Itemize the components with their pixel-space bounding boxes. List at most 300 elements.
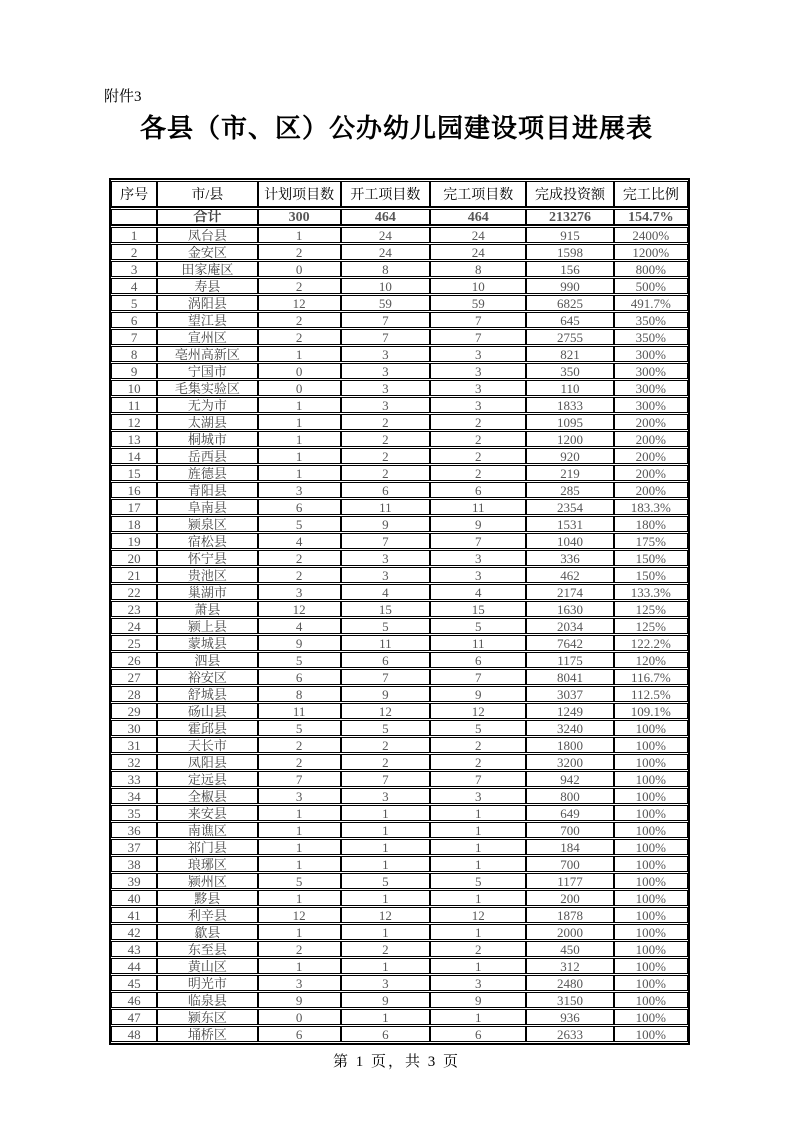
table-row: [111, 499, 688, 515]
cell-investment: 3150: [526, 992, 613, 1008]
cell-investment: 942: [526, 771, 613, 787]
cell-name: 怀宁县: [157, 550, 257, 566]
cell-seq: 14: [111, 448, 157, 464]
cell-completed: 2: [430, 737, 526, 753]
cell-ratio: 100%: [614, 720, 688, 736]
cell-seq: 42: [111, 924, 157, 940]
cell-planned: 2: [258, 244, 341, 260]
cell-seq: 9: [111, 363, 157, 379]
header-cell-planned: 计划项目数: [258, 181, 341, 208]
cell-ratio: 100%: [614, 873, 688, 889]
cell-ratio: 300%: [614, 346, 688, 362]
pagination: 第 1 页，共 3 页: [332, 1054, 460, 1070]
cell-ratio: 800%: [614, 261, 688, 277]
cell-planned: 1: [258, 839, 341, 855]
cell-name: 凤台县: [157, 227, 257, 243]
cell-completed: 6: [430, 1026, 526, 1042]
cell-investment: 2000: [526, 924, 613, 940]
cell-completed: 1: [430, 890, 526, 906]
cell-seq: 8: [111, 346, 157, 362]
table-row: [111, 261, 688, 277]
cell-seq: 10: [111, 380, 157, 396]
cell-ratio: 300%: [614, 363, 688, 379]
cell-completed: 1: [430, 856, 526, 872]
cell-planned: 1: [258, 924, 341, 940]
cell-investment: 1630: [526, 601, 613, 617]
table-row: [111, 244, 688, 260]
cell-planned: 2: [258, 567, 341, 583]
cell-investment: 1833: [526, 397, 613, 413]
cell-completed: 5: [430, 720, 526, 736]
cell-planned: 1: [258, 414, 341, 430]
cell-name: 黟县: [157, 890, 257, 906]
total-cell-planned: 300: [258, 209, 341, 226]
cell-name: 金安区: [157, 244, 257, 260]
cell-ratio: 200%: [614, 482, 688, 498]
cell-planned: 12: [258, 295, 341, 311]
cell-completed: 59: [430, 295, 526, 311]
cell-planned: 2: [258, 737, 341, 753]
cell-planned: 2: [258, 278, 341, 294]
cell-ratio: 150%: [614, 550, 688, 566]
cell-investment: 350: [526, 363, 613, 379]
cell-name: 来安县: [157, 805, 257, 821]
cell-name: 旌德县: [157, 465, 257, 481]
cell-started: 7: [341, 771, 430, 787]
table-row: [111, 380, 688, 396]
cell-planned: 1: [258, 958, 341, 974]
cell-seq: 38: [111, 856, 157, 872]
cell-completed: 1: [430, 805, 526, 821]
header-cell-investment: 完成投资额: [526, 181, 613, 208]
cell-investment: 3240: [526, 720, 613, 736]
cell-investment: 700: [526, 822, 613, 838]
cell-planned: 2: [258, 312, 341, 328]
cell-investment: 2755: [526, 329, 613, 345]
cell-seq: 7: [111, 329, 157, 345]
cell-name: 太湖县: [157, 414, 257, 430]
cell-completed: 1: [430, 924, 526, 940]
table-row: [111, 295, 688, 311]
table-row: [111, 839, 688, 855]
cell-completed: 5: [430, 618, 526, 634]
cell-started: 12: [341, 703, 430, 719]
table-body: [111, 209, 688, 1042]
cell-ratio: 491.7%: [614, 295, 688, 311]
cell-started: 11: [341, 499, 430, 515]
cell-completed: 2: [430, 414, 526, 430]
total-cell-completed: 464: [430, 209, 526, 226]
cell-planned: 3: [258, 584, 341, 600]
cell-completed: 2: [430, 754, 526, 770]
table-row: [111, 771, 688, 787]
cell-seq: 3: [111, 261, 157, 277]
cell-started: 9: [341, 686, 430, 702]
cell-seq: 29: [111, 703, 157, 719]
cell-completed: 1: [430, 1009, 526, 1025]
cell-investment: 285: [526, 482, 613, 498]
cell-seq: 17: [111, 499, 157, 515]
cell-started: 9: [341, 516, 430, 532]
cell-investment: 645: [526, 312, 613, 328]
cell-name: 凤阳县: [157, 754, 257, 770]
table-row: [111, 346, 688, 362]
cell-ratio: 183.3%: [614, 499, 688, 515]
header-cell-started: 开工项目数: [341, 181, 430, 208]
cell-completed: 2: [430, 465, 526, 481]
cell-started: 6: [341, 482, 430, 498]
cell-completed: 1: [430, 958, 526, 974]
cell-ratio: 100%: [614, 907, 688, 923]
progress-table: [109, 178, 690, 1045]
cell-completed: 3: [430, 567, 526, 583]
cell-started: 24: [341, 244, 430, 260]
cell-investment: 700: [526, 856, 613, 872]
table-row: [111, 822, 688, 838]
table-row: [111, 669, 688, 685]
cell-completed: 3: [430, 363, 526, 379]
table-row: [111, 1009, 688, 1025]
cell-investment: 2480: [526, 975, 613, 991]
cell-started: 24: [341, 227, 430, 243]
cell-planned: 0: [258, 1009, 341, 1025]
header-row: [111, 181, 688, 208]
cell-completed: 7: [430, 312, 526, 328]
cell-ratio: 200%: [614, 431, 688, 447]
cell-investment: 219: [526, 465, 613, 481]
cell-investment: 821: [526, 346, 613, 362]
cell-started: 2: [341, 448, 430, 464]
cell-name: 临泉县: [157, 992, 257, 1008]
cell-name: 巢湖市: [157, 584, 257, 600]
table-row: [111, 924, 688, 940]
cell-seq: 13: [111, 431, 157, 447]
cell-name: 寿县: [157, 278, 257, 294]
cell-completed: 11: [430, 635, 526, 651]
cell-investment: 936: [526, 1009, 613, 1025]
cell-name: 琅琊区: [157, 856, 257, 872]
cell-ratio: 109.1%: [614, 703, 688, 719]
table-row: [111, 907, 688, 923]
cell-ratio: 100%: [614, 958, 688, 974]
cell-investment: 8041: [526, 669, 613, 685]
cell-name: 颍东区: [157, 1009, 257, 1025]
cell-investment: 462: [526, 567, 613, 583]
cell-planned: 0: [258, 261, 341, 277]
table-row: [111, 329, 688, 345]
cell-planned: 11: [258, 703, 341, 719]
cell-completed: 1: [430, 839, 526, 855]
cell-investment: 156: [526, 261, 613, 277]
cell-name: 亳州高新区: [157, 346, 257, 362]
cell-started: 1: [341, 805, 430, 821]
cell-ratio: 112.5%: [614, 686, 688, 702]
cell-started: 5: [341, 873, 430, 889]
cell-investment: 915: [526, 227, 613, 243]
cell-investment: 1531: [526, 516, 613, 532]
cell-ratio: 100%: [614, 788, 688, 804]
cell-started: 6: [341, 652, 430, 668]
cell-ratio: 125%: [614, 618, 688, 634]
cell-seq: 18: [111, 516, 157, 532]
cell-planned: 3: [258, 482, 341, 498]
cell-planned: 2: [258, 329, 341, 345]
cell-started: 3: [341, 550, 430, 566]
cell-started: 3: [341, 397, 430, 413]
cell-started: 1: [341, 856, 430, 872]
cell-started: 1: [341, 890, 430, 906]
cell-planned: 0: [258, 363, 341, 379]
cell-planned: 4: [258, 533, 341, 549]
cell-completed: 11: [430, 499, 526, 515]
cell-completed: 10: [430, 278, 526, 294]
table-row: [111, 567, 688, 583]
cell-completed: 2: [430, 448, 526, 464]
cell-ratio: 100%: [614, 1009, 688, 1025]
cell-planned: 1: [258, 805, 341, 821]
cell-name: 颍上县: [157, 618, 257, 634]
cell-name: 舒城县: [157, 686, 257, 702]
cell-name: 定远县: [157, 771, 257, 787]
table-row: [111, 805, 688, 821]
cell-ratio: 175%: [614, 533, 688, 549]
cell-started: 15: [341, 601, 430, 617]
cell-name: 黄山区: [157, 958, 257, 974]
cell-started: 3: [341, 567, 430, 583]
cell-planned: 12: [258, 601, 341, 617]
cell-investment: 1800: [526, 737, 613, 753]
table-row: [111, 414, 688, 430]
cell-seq: 25: [111, 635, 157, 651]
cell-planned: 1: [258, 448, 341, 464]
cell-planned: 2: [258, 941, 341, 957]
table-row: [111, 703, 688, 719]
cell-completed: 9: [430, 992, 526, 1008]
cell-started: 1: [341, 958, 430, 974]
cell-name: 南谯区: [157, 822, 257, 838]
cell-seq: 41: [111, 907, 157, 923]
cell-started: 12: [341, 907, 430, 923]
cell-name: 阜南县: [157, 499, 257, 515]
cell-completed: 7: [430, 329, 526, 345]
cell-seq: 26: [111, 652, 157, 668]
cell-investment: 1177: [526, 873, 613, 889]
total-cell-started: 464: [341, 209, 430, 226]
cell-seq: 31: [111, 737, 157, 753]
cell-completed: 3: [430, 397, 526, 413]
cell-name: 岳西县: [157, 448, 257, 464]
cell-seq: 23: [111, 601, 157, 617]
cell-name: 桐城市: [157, 431, 257, 447]
table-row: [111, 737, 688, 753]
cell-planned: 6: [258, 1026, 341, 1042]
cell-planned: 5: [258, 873, 341, 889]
cell-investment: 1200: [526, 431, 613, 447]
table-row: [111, 958, 688, 974]
table-row: [111, 312, 688, 328]
cell-ratio: 200%: [614, 414, 688, 430]
cell-completed: 3: [430, 975, 526, 991]
total-cell-investment: 213276: [526, 209, 613, 226]
table-row: [111, 856, 688, 872]
cell-completed: 15: [430, 601, 526, 617]
cell-completed: 9: [430, 516, 526, 532]
cell-ratio: 300%: [614, 397, 688, 413]
cell-started: 9: [341, 992, 430, 1008]
cell-name: 涡阳县: [157, 295, 257, 311]
cell-seq: 15: [111, 465, 157, 481]
cell-name: 颍州区: [157, 873, 257, 889]
cell-name: 毛集实验区: [157, 380, 257, 396]
cell-investment: 6825: [526, 295, 613, 311]
cell-completed: 24: [430, 244, 526, 260]
cell-ratio: 100%: [614, 1026, 688, 1042]
cell-name: 全椒县: [157, 788, 257, 804]
cell-completed: 4: [430, 584, 526, 600]
cell-seq: 48: [111, 1026, 157, 1042]
cell-seq: 43: [111, 941, 157, 957]
cell-started: 3: [341, 788, 430, 804]
table-row: [111, 550, 688, 566]
cell-planned: 5: [258, 720, 341, 736]
cell-completed: 6: [430, 482, 526, 498]
cell-seq: 46: [111, 992, 157, 1008]
cell-ratio: 100%: [614, 839, 688, 855]
cell-completed: 3: [430, 346, 526, 362]
cell-ratio: 133.3%: [614, 584, 688, 600]
table-row: [111, 465, 688, 481]
total-cell-name: 合计: [157, 209, 257, 226]
cell-planned: 9: [258, 635, 341, 651]
cell-ratio: 350%: [614, 312, 688, 328]
cell-planned: 0: [258, 380, 341, 396]
cell-planned: 2: [258, 754, 341, 770]
header-cell-completed: 完工项目数: [430, 181, 526, 208]
cell-name: 东至县: [157, 941, 257, 957]
cell-planned: 7: [258, 771, 341, 787]
table-row: [111, 890, 688, 906]
cell-seq: 45: [111, 975, 157, 991]
cell-name: 萧县: [157, 601, 257, 617]
cell-started: 2: [341, 414, 430, 430]
table-row: [111, 720, 688, 736]
cell-name: 青阳县: [157, 482, 257, 498]
cell-started: 3: [341, 363, 430, 379]
cell-name: 祁门县: [157, 839, 257, 855]
cell-started: 3: [341, 975, 430, 991]
cell-name: 颍泉区: [157, 516, 257, 532]
cell-ratio: 100%: [614, 856, 688, 872]
cell-started: 10: [341, 278, 430, 294]
cell-started: 2: [341, 754, 430, 770]
cell-name: 天长市: [157, 737, 257, 753]
cell-planned: 3: [258, 975, 341, 991]
cell-ratio: 150%: [614, 567, 688, 583]
cell-investment: 649: [526, 805, 613, 821]
cell-started: 2: [341, 465, 430, 481]
cell-seq: 47: [111, 1009, 157, 1025]
table-row: [111, 788, 688, 804]
cell-investment: 1040: [526, 533, 613, 549]
cell-investment: 3200: [526, 754, 613, 770]
cell-ratio: 100%: [614, 975, 688, 991]
cell-completed: 2: [430, 941, 526, 957]
cell-seq: 33: [111, 771, 157, 787]
cell-started: 7: [341, 669, 430, 685]
cell-seq: 44: [111, 958, 157, 974]
table-row: [111, 431, 688, 447]
header-cell-name: 市/县: [157, 181, 257, 208]
table-row: [111, 584, 688, 600]
cell-started: 7: [341, 312, 430, 328]
cell-completed: 8: [430, 261, 526, 277]
cell-started: 7: [341, 329, 430, 345]
cell-started: 1: [341, 839, 430, 855]
table-row: [111, 227, 688, 243]
cell-completed: 2: [430, 431, 526, 447]
cell-seq: 12: [111, 414, 157, 430]
cell-seq: 4: [111, 278, 157, 294]
total-cell-seq: [111, 209, 157, 226]
cell-completed: 9: [430, 686, 526, 702]
cell-completed: 7: [430, 771, 526, 787]
cell-name: 无为市: [157, 397, 257, 413]
cell-name: 砀山县: [157, 703, 257, 719]
cell-name: 田家庵区: [157, 261, 257, 277]
table-row: [111, 754, 688, 770]
cell-seq: 40: [111, 890, 157, 906]
cell-investment: 1878: [526, 907, 613, 923]
cell-completed: 12: [430, 907, 526, 923]
table-row: [111, 1026, 688, 1042]
cell-planned: 6: [258, 499, 341, 515]
cell-seq: 34: [111, 788, 157, 804]
cell-ratio: 500%: [614, 278, 688, 294]
total-row: [111, 209, 688, 226]
table-row: [111, 482, 688, 498]
table-row: [111, 533, 688, 549]
cell-seq: 11: [111, 397, 157, 413]
cell-seq: 30: [111, 720, 157, 736]
cell-seq: 19: [111, 533, 157, 549]
table-row: [111, 686, 688, 702]
cell-investment: 312: [526, 958, 613, 974]
table-row: [111, 992, 688, 1008]
table-row: [111, 635, 688, 651]
cell-planned: 2: [258, 550, 341, 566]
cell-name: 宁国市: [157, 363, 257, 379]
cell-completed: 5: [430, 873, 526, 889]
cell-name: 利辛县: [157, 907, 257, 923]
cell-completed: 12: [430, 703, 526, 719]
cell-completed: 7: [430, 669, 526, 685]
cell-ratio: 200%: [614, 465, 688, 481]
cell-investment: 990: [526, 278, 613, 294]
cell-seq: 6: [111, 312, 157, 328]
cell-ratio: 122.2%: [614, 635, 688, 651]
cell-started: 1: [341, 924, 430, 940]
cell-completed: 3: [430, 550, 526, 566]
cell-investment: 1598: [526, 244, 613, 260]
table-row: [111, 448, 688, 464]
cell-planned: 4: [258, 618, 341, 634]
cell-seq: 2: [111, 244, 157, 260]
cell-investment: 450: [526, 941, 613, 957]
cell-name: 埇桥区: [157, 1026, 257, 1042]
cell-investment: 200: [526, 890, 613, 906]
cell-investment: 1175: [526, 652, 613, 668]
cell-planned: 1: [258, 346, 341, 362]
